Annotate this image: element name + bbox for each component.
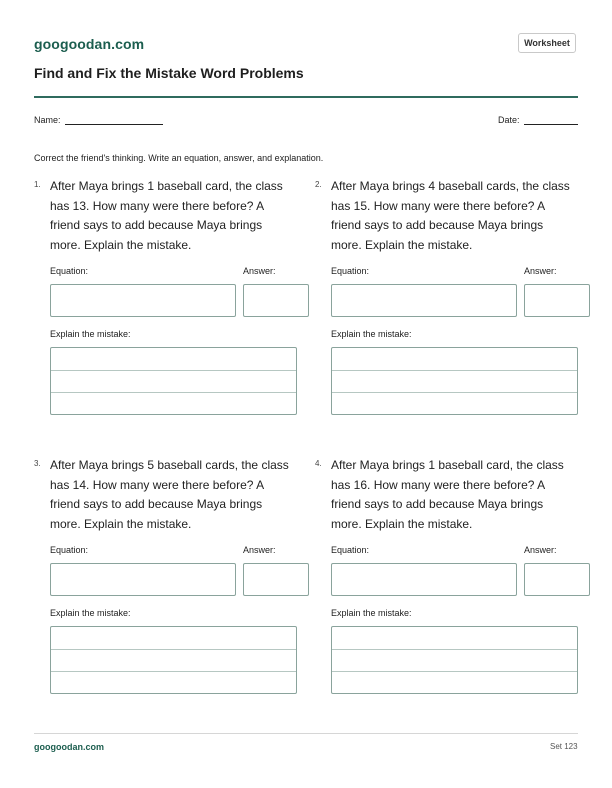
explain-input[interactable] — [331, 626, 578, 694]
answer-input[interactable] — [243, 284, 309, 317]
problem-text: After Maya brings 1 baseball card, the class has 13. How many were there before? A friend says to add because Maya brings more. Explain the mistake. — [50, 179, 283, 252]
writing-line — [332, 671, 577, 672]
footer-site: googoodan.com — [34, 742, 104, 752]
equation-label: Equation: — [331, 545, 370, 555]
instructions: Correct the friend's thinking. Write an equation, answer, and explanation. — [34, 153, 324, 163]
explain-label: Explain the mistake: — [50, 608, 131, 618]
answer-label: Answer: — [243, 266, 276, 276]
problem-text: After Maya brings 1 baseball card, the class has 16. How many were there before? A friend says to add because Maya brings more. Explain the mistake. — [331, 458, 564, 531]
writing-line — [51, 392, 296, 393]
equation-input[interactable] — [50, 563, 236, 596]
explain-input[interactable] — [50, 626, 297, 694]
writing-line — [51, 671, 296, 672]
equation-input[interactable] — [50, 284, 236, 317]
equation-input[interactable] — [331, 563, 517, 596]
explain-label: Explain the mistake: — [50, 329, 131, 339]
answer-label: Answer: — [524, 266, 557, 276]
answer-input[interactable] — [524, 284, 590, 317]
writing-line — [51, 649, 296, 650]
name-label: Name: — [34, 115, 61, 125]
worksheet-badge: Worksheet — [518, 33, 576, 53]
page-title: Find and Fix the Mistake Word Problems — [34, 65, 304, 81]
equation-input[interactable] — [331, 284, 517, 317]
explain-label: Explain the mistake: — [331, 329, 412, 339]
problem-number: 1. — [34, 180, 41, 189]
header-divider — [34, 96, 578, 98]
name-field[interactable] — [65, 124, 163, 125]
equation-label: Equation: — [50, 266, 89, 276]
explain-label: Explain the mistake: — [331, 608, 412, 618]
problem-number: 2. — [315, 180, 322, 189]
writing-line — [51, 370, 296, 371]
footer-divider — [34, 733, 578, 734]
problem-number: 3. — [34, 459, 41, 468]
answer-input[interactable] — [524, 563, 590, 596]
problem-text: After Maya brings 5 baseball cards, the class has 14. How many were there before? A friend says to add because Maya brings more. Explain the mistake. — [50, 458, 289, 531]
equation-label: Equation: — [331, 266, 370, 276]
writing-line — [332, 392, 577, 393]
answer-label: Answer: — [524, 545, 557, 555]
footer-set-number: Set 123 — [550, 742, 578, 751]
problem-text: After Maya brings 4 baseball cards, the class has 15. How many were there before? A friend says to add because Maya brings more. Explain the mistake. — [331, 179, 570, 252]
date-field[interactable] — [524, 124, 578, 125]
answer-input[interactable] — [243, 563, 309, 596]
explain-input[interactable] — [331, 347, 578, 415]
date-label: Date: — [498, 115, 520, 125]
writing-line — [332, 370, 577, 371]
explain-input[interactable] — [50, 347, 297, 415]
writing-line — [332, 649, 577, 650]
brand-logo: googoodan.com — [34, 36, 145, 52]
problem-number: 4. — [315, 459, 322, 468]
equation-label: Equation: — [50, 545, 89, 555]
answer-label: Answer: — [243, 545, 276, 555]
